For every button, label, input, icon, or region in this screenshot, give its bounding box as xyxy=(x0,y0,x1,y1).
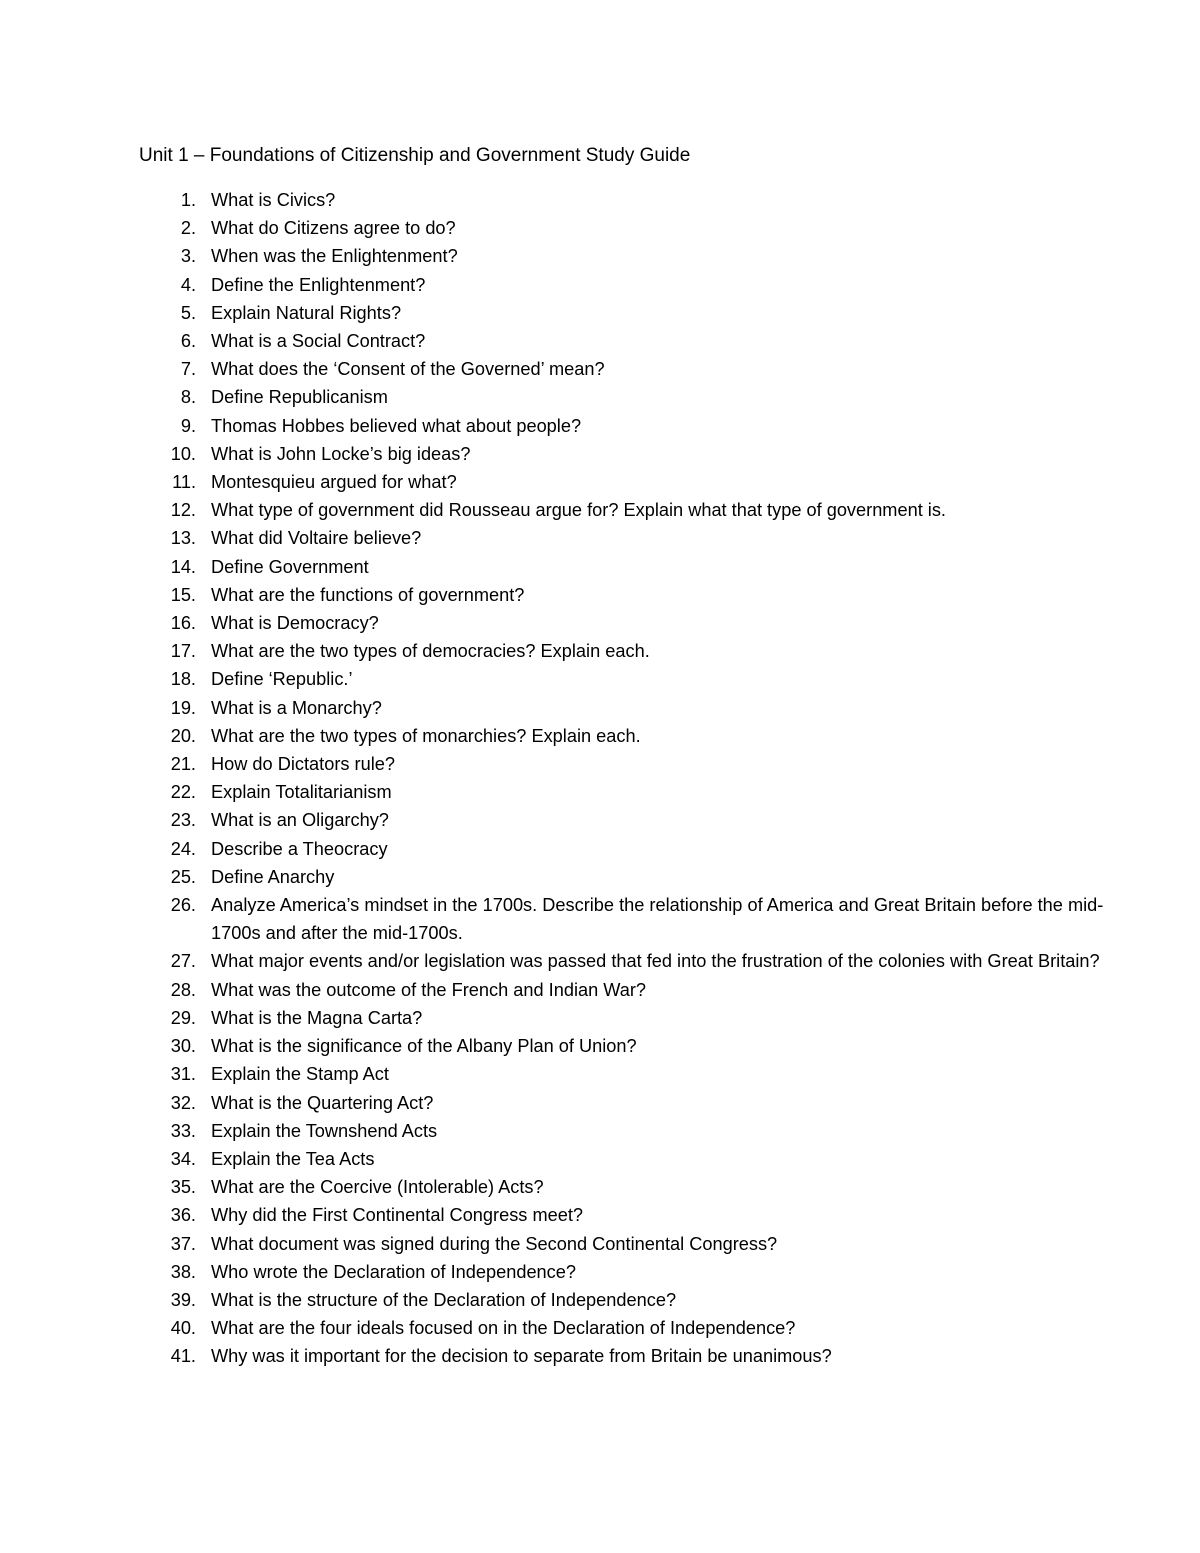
question-number: 3. xyxy=(180,246,196,267)
question-number: 40. xyxy=(170,1318,196,1339)
list-item xyxy=(0,722,1200,750)
question-number: 37. xyxy=(170,1233,196,1254)
question-text: When was the Enlightenment? xyxy=(211,246,458,267)
question-text: What document was signed during the Second Continental Congress? xyxy=(211,1233,778,1254)
question-number: 38. xyxy=(170,1261,196,1282)
question-number: 22. xyxy=(170,782,196,803)
list-item xyxy=(0,242,1200,270)
question-text: What is the significance of the Albany Plan of Union? xyxy=(211,1036,637,1057)
list-item xyxy=(0,327,1200,355)
list-item xyxy=(0,468,1200,496)
list-item xyxy=(0,553,1200,581)
question-text: What was the outcome of the French and Indian War? xyxy=(211,979,647,1000)
question-number: 29. xyxy=(170,1007,196,1028)
list-item xyxy=(0,1342,1200,1370)
question-number: 30. xyxy=(170,1036,196,1057)
list-item xyxy=(0,806,1200,834)
question-text: What major events and/or legislation was passed that fed into the frustration of the colonies with Great Britain? xyxy=(211,951,1100,972)
question-list xyxy=(0,186,1200,1371)
question-number: 31. xyxy=(170,1064,196,1085)
question-number: 2. xyxy=(180,218,196,239)
list-item xyxy=(0,1314,1200,1342)
question-text: What is an Oligarchy? xyxy=(211,810,389,831)
question-text: Define ‘Republic.’ xyxy=(211,669,353,690)
list-item xyxy=(0,1230,1200,1258)
question-text: Why did the First Continental Congress meet? xyxy=(211,1205,584,1226)
question-text: Define Republicanism xyxy=(211,387,388,408)
list-item xyxy=(0,496,1200,524)
question-number: 27. xyxy=(170,951,196,972)
list-item xyxy=(0,1004,1200,1032)
question-text: What type of government did Rousseau argue for? Explain what that type of government is. xyxy=(211,500,946,521)
question-text: Define Anarchy xyxy=(211,866,335,887)
question-number: 18. xyxy=(170,669,196,690)
list-item xyxy=(0,609,1200,637)
list-item xyxy=(0,1117,1200,1145)
list-item xyxy=(0,1032,1200,1060)
question-number: 9. xyxy=(180,415,196,436)
question-text: What is the Magna Carta? xyxy=(211,1007,423,1028)
question-text: Explain Totalitarianism xyxy=(211,782,392,803)
list-item xyxy=(0,383,1200,411)
question-text: What is the structure of the Declaration of Independence? xyxy=(211,1289,677,1310)
question-number: 36. xyxy=(170,1205,196,1226)
question-text: What is John Locke’s big ideas? xyxy=(211,443,471,464)
question-number: 39. xyxy=(170,1289,196,1310)
question-number: 32. xyxy=(170,1092,196,1113)
list-item xyxy=(0,412,1200,440)
question-number: 41. xyxy=(170,1346,196,1367)
question-text: Explain the Tea Acts xyxy=(211,1148,375,1169)
question-number: 17. xyxy=(170,641,196,662)
question-number: 8. xyxy=(180,387,196,408)
question-text: What does the ‘Consent of the Governed’ mean? xyxy=(211,359,605,380)
question-number: 14. xyxy=(170,556,196,577)
list-item xyxy=(0,581,1200,609)
question-number: 1. xyxy=(180,190,196,210)
question-text: What is a Social Contract? xyxy=(211,331,426,352)
list-item xyxy=(0,750,1200,778)
question-text: What are the Coercive (Intolerable) Acts? xyxy=(211,1177,544,1198)
question-number: 33. xyxy=(170,1120,196,1141)
list-item xyxy=(0,1145,1200,1173)
question-number: 24. xyxy=(170,838,196,859)
question-text: Define the Enlightenment? xyxy=(211,274,426,295)
list-item xyxy=(0,186,1200,214)
question-number: 35. xyxy=(170,1177,196,1198)
question-text: What are the two types of democracies? Explain each. xyxy=(211,641,650,662)
question-text: Who wrote the Declaration of Independence? xyxy=(211,1261,576,1282)
question-text: How do Dictators rule? xyxy=(211,754,395,775)
list-item xyxy=(0,637,1200,665)
question-text: What are the functions of government? xyxy=(211,584,525,605)
question-number: 23. xyxy=(170,810,196,831)
question-number: 6. xyxy=(180,331,196,352)
question-text: Montesquieu argued for what? xyxy=(211,472,457,493)
question-number: 20. xyxy=(170,725,196,746)
list-item xyxy=(0,355,1200,383)
list-item xyxy=(0,835,1200,863)
question-text: What are the four ideals focused on in the Declaration of Independence? xyxy=(211,1318,796,1339)
list-item xyxy=(0,1173,1200,1201)
question-number: 7. xyxy=(180,359,196,380)
question-number: 15. xyxy=(170,584,196,605)
question-text: What is the Quartering Act? xyxy=(211,1092,434,1113)
question-number: 19. xyxy=(170,697,196,718)
question-number: 34. xyxy=(170,1148,196,1169)
question-text: Describe a Theocracy xyxy=(211,838,388,859)
question-number: 16. xyxy=(170,613,196,634)
question-number: 11. xyxy=(172,472,196,493)
question-number: 5. xyxy=(180,302,196,323)
question-number: 10. xyxy=(170,443,196,464)
question-number: 12. xyxy=(170,500,196,521)
list-item xyxy=(0,863,1200,891)
list-item xyxy=(0,271,1200,299)
list-item xyxy=(0,1201,1200,1229)
list-item xyxy=(0,1258,1200,1286)
list-item xyxy=(0,524,1200,552)
question-number: 26. xyxy=(170,895,196,916)
list-item xyxy=(0,1060,1200,1088)
list-item xyxy=(0,694,1200,722)
list-item xyxy=(0,891,1200,947)
question-text: What do Citizens agree to do? xyxy=(211,218,456,239)
page-title: Unit 1 – Foundations of Citizenship and Government Study Guide xyxy=(139,145,691,166)
list-item xyxy=(0,299,1200,327)
list-item xyxy=(0,1089,1200,1117)
list-item xyxy=(0,665,1200,693)
list-item xyxy=(0,976,1200,1004)
question-number: 28. xyxy=(170,979,196,1000)
question-number: 25. xyxy=(170,866,196,887)
list-item xyxy=(0,1286,1200,1314)
list-item xyxy=(0,440,1200,468)
question-number: 21. xyxy=(170,754,196,775)
list-item xyxy=(0,778,1200,806)
question-text: Why was it important for the decision to separate from Britain be unanimous? xyxy=(211,1346,832,1367)
question-text: Explain the Stamp Act xyxy=(211,1064,389,1085)
question-text: Define Government xyxy=(211,556,369,577)
question-text: What is Democracy? xyxy=(211,613,379,634)
list-item xyxy=(0,947,1200,975)
question-number: 13. xyxy=(170,528,196,549)
question-number: 4. xyxy=(180,274,196,295)
question-text: Analyze America’s mindset in the 1700s. Describe the relationship of America and Great Britain before the mid-1700s and after the mid-1700s. xyxy=(211,895,1104,944)
question-text: What did Voltaire believe? xyxy=(211,528,422,549)
question-text: Explain the Townshend Acts xyxy=(211,1120,438,1141)
question-text: Thomas Hobbes believed what about people? xyxy=(211,415,582,436)
question-text: What are the two types of monarchies? Explain each. xyxy=(211,725,641,746)
list-item xyxy=(0,214,1200,242)
question-text: What is a Monarchy? xyxy=(211,697,382,718)
question-text: Explain Natural Rights? xyxy=(211,302,402,323)
question-text: What is Civics? xyxy=(211,190,336,210)
